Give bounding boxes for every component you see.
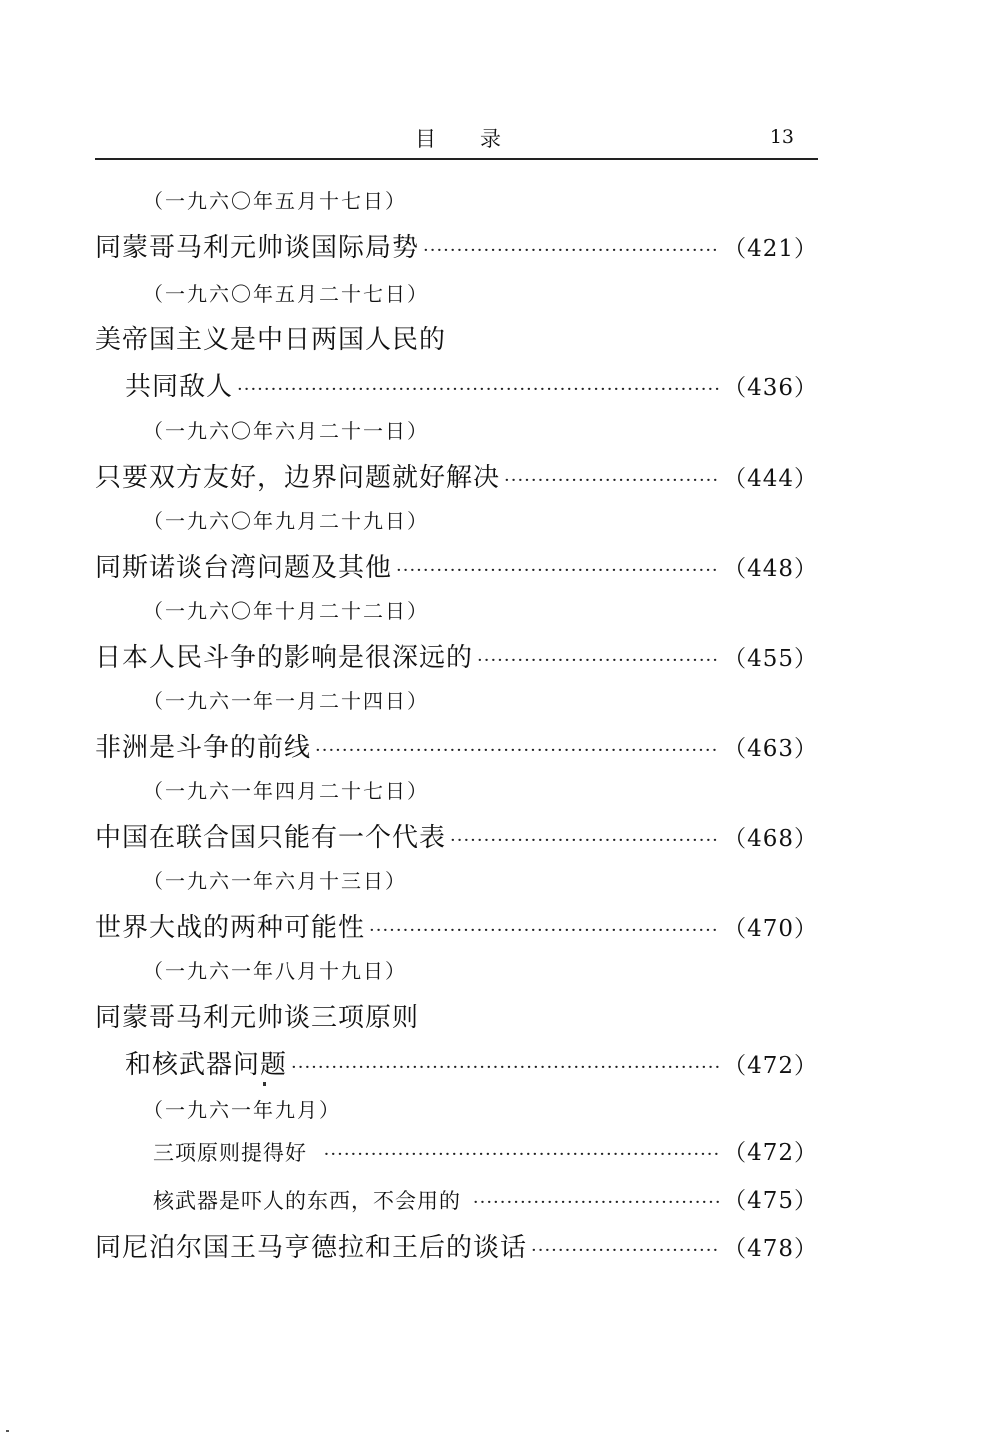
running-head-title: 目录 xyxy=(415,127,545,151)
toc-entry[interactable] xyxy=(95,638,818,678)
entry-title: 日本人民斗争的影响是很深远的 xyxy=(95,643,474,673)
date-line: （一九六一年八月十九日） xyxy=(143,959,407,983)
date-line: （一九六〇年十月二十二日） xyxy=(143,599,429,623)
toc-entry[interactable] xyxy=(95,1228,818,1268)
dot-leader xyxy=(531,1231,719,1271)
dot-leader xyxy=(504,461,719,501)
entry-title: 同蒙哥马利元帅谈国际局势 xyxy=(95,233,420,263)
entry-title: 只要双方友好，边界问题就好解决 xyxy=(95,463,501,493)
dot-leader xyxy=(291,1048,719,1088)
toc-entry[interactable] xyxy=(95,1045,818,1085)
dot-leader xyxy=(396,551,719,591)
toc-entry[interactable] xyxy=(95,367,818,407)
date-line: （一九六一年九月） xyxy=(143,1098,341,1122)
entry-page: （463） xyxy=(723,736,818,762)
entry-page: （472） xyxy=(723,1140,818,1166)
date-line: （一九六一年六月十三日） xyxy=(143,869,407,893)
entry-title: 非洲是斗争的前线 xyxy=(95,733,312,763)
toc-entry[interactable] xyxy=(95,818,818,858)
dot-leader xyxy=(369,911,719,951)
entry-page: （470） xyxy=(723,916,818,942)
scan-speck xyxy=(6,1430,9,1432)
entry-title-line: 同蒙哥马利元帅谈三项原则 xyxy=(95,1003,420,1033)
header-rule xyxy=(95,158,818,160)
toc-entry[interactable] xyxy=(95,228,818,268)
entry-title: 同斯诺谈台湾问题及其他 xyxy=(95,553,393,583)
dot-leader xyxy=(237,370,719,410)
entry-title: 中国在联合国只能有一个代表 xyxy=(95,823,447,853)
dot-leader xyxy=(450,821,719,861)
entry-page: （455） xyxy=(723,646,818,672)
date-line: （一九六一年四月二十七日） xyxy=(143,779,429,803)
entry-page: （421） xyxy=(723,236,818,262)
toc-entry[interactable] xyxy=(95,458,818,498)
toc-subentry[interactable] xyxy=(95,1181,818,1221)
entry-title: 三项原则提得好 xyxy=(153,1141,307,1165)
entry-title: 世界大战的两种可能性 xyxy=(95,913,366,943)
scan-speck xyxy=(263,1082,266,1086)
entry-title: 和核武器问题 xyxy=(125,1050,288,1080)
entry-title: 核武器是吓人的东西，不会用的 xyxy=(153,1189,461,1213)
date-line: （一九六〇年九月二十九日） xyxy=(143,509,429,533)
dot-leader xyxy=(473,1183,719,1223)
entry-page: （444） xyxy=(723,466,818,492)
entry-page: （478） xyxy=(723,1236,818,1262)
entry-title: 共同敌人 xyxy=(125,372,234,402)
entry-page: （468） xyxy=(723,826,818,852)
dot-leader xyxy=(477,641,719,681)
toc-entry[interactable] xyxy=(95,728,818,768)
page-header xyxy=(95,118,818,158)
date-line: （一九六一年一月二十四日） xyxy=(143,689,429,713)
entry-title-line: 美帝国主义是中日两国人民的 xyxy=(95,325,447,355)
dot-leader xyxy=(324,1135,719,1175)
toc-entry[interactable] xyxy=(95,908,818,948)
date-line: （一九六〇年五月二十七日） xyxy=(143,282,429,306)
page-number: 13 xyxy=(769,126,794,148)
entry-page: （472） xyxy=(723,1053,818,1079)
date-line: （一九六〇年六月二十一日） xyxy=(143,419,429,443)
toc-entry[interactable] xyxy=(95,548,818,588)
entry-page: （448） xyxy=(723,556,818,582)
date-line: （一九六〇年五月十七日） xyxy=(143,189,407,213)
entry-title: 同尼泊尔国王马亨德拉和王后的谈话 xyxy=(95,1233,528,1263)
dot-leader xyxy=(315,731,719,771)
entry-page: （436） xyxy=(723,375,818,401)
dot-leader xyxy=(423,231,719,271)
toc-subentry[interactable] xyxy=(95,1133,818,1173)
entry-page: （475） xyxy=(723,1188,818,1214)
